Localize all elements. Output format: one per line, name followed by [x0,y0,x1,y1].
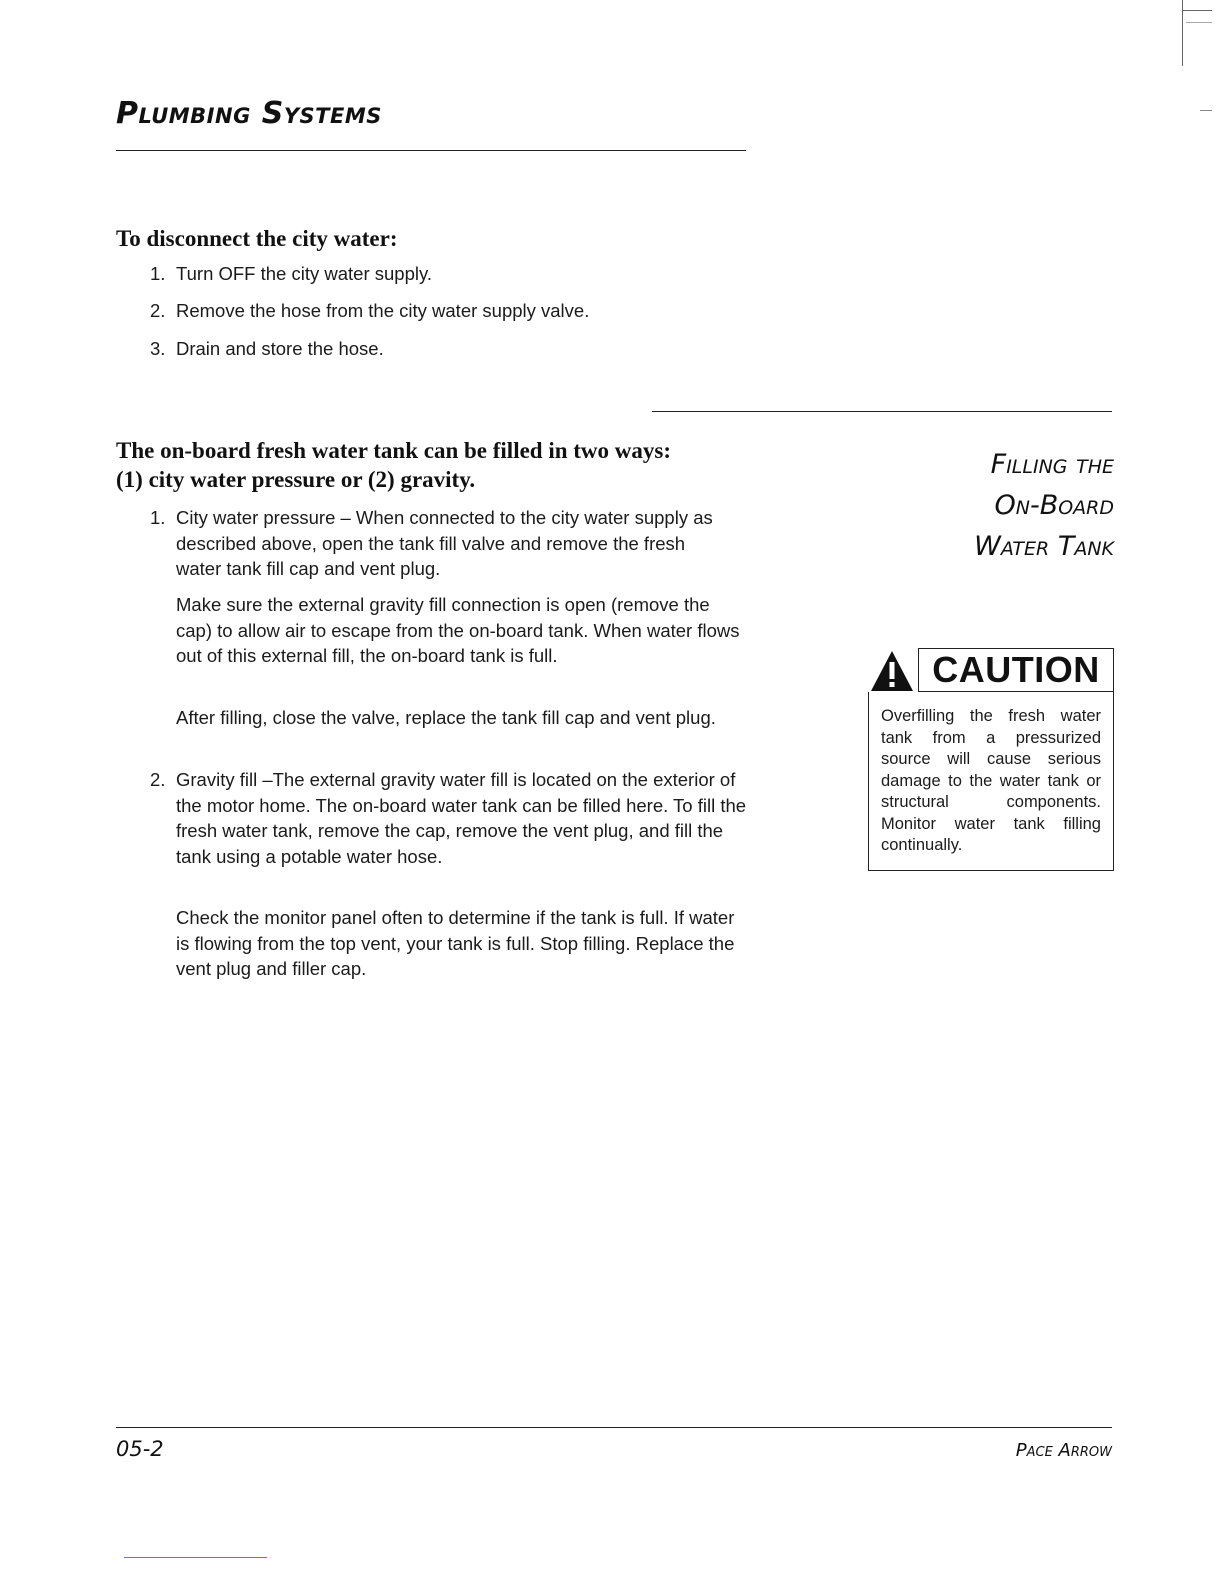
step-text: Remove the hose from the city water supply valve. [176,300,590,321]
step-text: Drain and store the hose. [176,338,384,359]
warning-triangle-icon [870,650,914,692]
filling-heading-line1: The on-board fresh water tank can be filled in two ways: [116,438,671,463]
step-number: 3. [150,338,166,359]
step-text: Gravity fill –The external gravity water fill is located on the exterior of the motor home. The on-board water tank can be filled here. To fill the fresh water tank, remove the cap, remove the vent plug, and fill the tank using a potable water hose. [176,769,747,867]
disconnect-step [150,261,710,286]
filling-paragraph-monitor: Check the monitor panel often to determine if the tank is full. If water is flowing from the top vent, your tank is full. Stop filling. Replace the vent plug and filler cap. [176,907,735,979]
step-number: 2. [150,769,166,790]
filling-paragraph-external-fill: Make sure the external gravity fill connection is open (remove the cap) to allow air to escape from the on-board tank. When water flows out of this external fill, the on-board tank is full. [176,594,740,666]
side-heading-line: On-Board [994,490,1114,521]
footer-rule [116,1427,1112,1428]
disconnect-step [150,298,710,323]
caution-label-frame [918,648,1114,692]
header-rule [116,150,746,151]
filling-paragraph-after-filling: After filling, close the valve, replace the tank fill cap and vent plug. [176,707,716,728]
section-rule [652,411,1112,412]
scan-artifact-line [124,1557,267,1558]
caution-text: Overfilling the fresh water tank from a pressurized source will cause serious damage to the water tank or structural components. Monitor water tank filling continually. [881,707,1101,854]
disconnect-step [150,336,710,361]
step-text: City water pressure – When connected to the city water supply as described above, open the tank fill valve and remove the fresh water tank fill cap and vent plug. [176,507,713,579]
footer-brand: Pace Arrow [1015,1440,1112,1461]
caution-box [868,646,1114,872]
caution-label: CAUTION [932,649,1100,690]
scan-edge-mark [1200,110,1212,111]
chapter-title: Plumbing Systems [116,96,382,131]
side-heading-line: Filling the [990,449,1114,480]
side-heading-line: Water Tank [974,531,1114,562]
scan-edge-mark [1186,22,1212,23]
filling-heading [116,436,756,494]
step-number: 1. [150,263,166,284]
scan-edge-mark [1182,10,1212,11]
disconnect-heading: To disconnect the city water: [116,226,398,251]
step-number: 1. [150,507,166,528]
step-text: Turn OFF the city water supply. [176,263,432,284]
page-number: 05-2 [116,1437,164,1461]
filling-heading-line2: (1) city water pressure or (2) gravity. [116,467,476,492]
caution-header [868,646,1114,692]
side-heading [860,444,1114,567]
step-number: 2. [150,300,166,321]
